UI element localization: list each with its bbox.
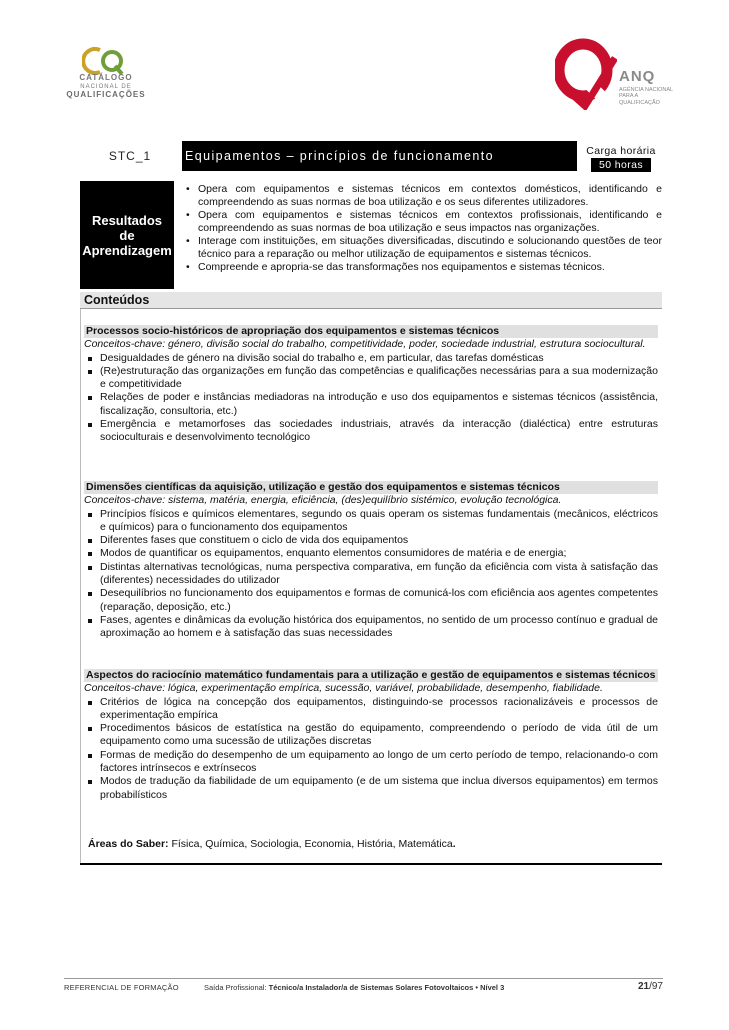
list-item: Desigualdades de género na divisão social do trabalho e, em particular, das tarefas domésticas [84, 352, 658, 365]
footer-prof-value: Técnico/a Instalador/a de Sistemas Solares Fotovoltaicos • Nível 3 [268, 983, 505, 992]
list-item: Princípios físicos e químicos elementares, segundo os quais operam os sistemas fundamentais (mecânicos, eléctricos e químicos) para o funcionamento dos equipamentos [84, 508, 658, 535]
anq-q-icon [555, 38, 617, 110]
knowledge-areas [88, 838, 456, 850]
learning-outcomes-label [80, 181, 174, 289]
list-item: Modos de tradução da fiabilidade de um equipamento (e de um sistema que inclua diversos equipamentos) em termos probabilísticos [84, 775, 658, 802]
section-title: Dimensões científicas da aquisição, utilização e gestão dos equipamentos e sistemas técnicos [84, 481, 658, 494]
anq-logo [555, 38, 675, 110]
footer-prof-label: Saída Profissional: [204, 983, 267, 992]
list-item: Diferentes fases que constituem o ciclo de vida dos equipamentos [84, 534, 658, 547]
contents-heading: Conteúdos [80, 292, 662, 309]
catalogo-logo [64, 44, 148, 106]
section-keywords: Conceitos-chave: sistema, matéria, energia, eficiência, (des)equilíbrio sistémico, evolução tecnológica. [84, 494, 562, 507]
anq-sub2: PARA A QUALIFICAÇÃO [619, 93, 660, 106]
unit-header [80, 137, 662, 174]
list-item: Desequilíbrios no funcionamento dos equipamentos e formas de comunicá-los com eficiência aos agentes competentes (reparação, deposição, etc.) [84, 587, 658, 614]
anq-name: ANQ [619, 68, 656, 85]
page-total: /97 [649, 981, 663, 992]
knowledge-areas-label: Áreas do Saber: [88, 838, 169, 850]
list-item: Formas de medição do desempenho de um equipamento ao longo de um certo período de tempo, relacionando-o com factores intrínsecos e extrínsecos [84, 749, 658, 776]
catalogo-line3: QUALIFICAÇÕES [66, 90, 146, 100]
list-item: Distintas alternativas tecnológicas, numa perspectiva comparativa, em função da eficiência com vista à satisfação das (diferentes) necessidades do utilizador [84, 561, 658, 588]
ra-label-line1: Resultados [91, 212, 163, 228]
workload-label: Carga horária [586, 145, 656, 157]
anq-sub1: AGÊNCIA NACIONAL [619, 87, 674, 93]
cq-logo-icon [82, 46, 130, 76]
section-dimensoes [84, 481, 658, 641]
unit-title: Equipamentos – princípios de funcionamento [182, 141, 577, 171]
section-list [84, 696, 658, 802]
content-left-rule [80, 292, 81, 864]
learning-outcomes [80, 181, 662, 289]
list-item: Modos de quantificar os equipamentos, enquanto elementos consumidores de matéria e de energia; [84, 547, 658, 560]
list-item: Fases, agentes e dinâmicas da evolução histórica dos equipamentos, no sentido de um processo contínuo e gradual de aproximação ao homem e à satisfação das suas necessidades [84, 614, 658, 641]
list-item: Procedimentos básicos de estatística na gestão do equipamento, compreendendo o período de vida útil de um equipamento como uma sucessão de utilizações discretas [84, 722, 658, 749]
workload [577, 137, 665, 174]
list-item: • Compreende e apropria-se das transformações nos equipamentos e sistemas técnicos. [184, 261, 662, 274]
knowledge-areas-end: . [452, 838, 456, 850]
section-keywords: Conceitos-chave: género, divisão social do trabalho, competitividade, poder, sociedade industrial, estrutura sociocultural. [84, 338, 646, 351]
section-title: Processos socio-históricos de apropriação dos equipamentos e sistemas técnicos [84, 325, 658, 338]
list-item: (Re)estruturação das organizações em função das competências e qualificações necessárias para a sua modernização e competitividade [84, 365, 658, 392]
page-number [638, 981, 663, 992]
footer-left: REFERENCIAL DE FORMAÇÃO [64, 983, 179, 992]
section-keywords: Conceitos-chave: lógica, experimentação empírica, sucessão, variável, probabilidade, desempenho, fiabilidade. [84, 682, 603, 695]
list-item: Critérios de lógica na concepção dos equipamentos, distinguindo-se processos racionalizáveis e processos de experimentação empírica [84, 696, 658, 723]
section-title: Aspectos do raciocínio matemático fundamentais para a utilização e gestão de equipamentos e sistemas técnicos [84, 669, 658, 682]
workload-value: 50 horas [591, 158, 651, 172]
footer-profession [204, 983, 504, 992]
section-list [84, 352, 658, 445]
page-current: 21 [637, 981, 650, 992]
knowledge-areas-value: Física, Química, Sociologia, Economia, História, Matemática [171, 838, 453, 850]
ra-label-line3: Aprendizagem [82, 242, 172, 258]
list-item: • Opera com equipamentos e sistemas técnicos em contextos domésticos, identificando e compreendendo as suas normas de boa utilização e os seus diferentes utilizadores. [184, 183, 662, 209]
section-list [84, 508, 658, 641]
section-aspectos [84, 669, 658, 802]
content-bottom-rule [80, 863, 662, 865]
section-processos [84, 325, 658, 445]
list-item: • Opera com equipamentos e sistemas técnicos em contextos profissionais, identificando e compreendendo as suas normas de boa utilização e seus impactos nas organizações. [184, 209, 662, 235]
unit-code: STC_1 [108, 148, 152, 163]
learning-outcomes-list [184, 183, 662, 274]
catalogo-line2: NACIONAL DE [80, 83, 132, 90]
ra-label-line2: de [119, 227, 135, 243]
catalogo-line1: CATÁLOGO [79, 73, 133, 82]
list-item: Relações de poder e instâncias mediadoras na introdução e uso dos equipamentos e sistemas técnicos (assistência, fiscalização, consultoria, etc.) [84, 391, 658, 418]
list-item: • Interage com instituições, em situações diversificadas, discutindo e solucionando questões de teor técnico para a reparação ou melhor utilização de equipamentos e sistemas técnicos. [184, 235, 662, 261]
footer-rule [64, 978, 663, 979]
list-item: Emergência e metamorfoses das sociedades industriais, através da interacção (dialéctica) entre estruturas socioculturais e desenvolvimento tecnológico [84, 418, 658, 445]
